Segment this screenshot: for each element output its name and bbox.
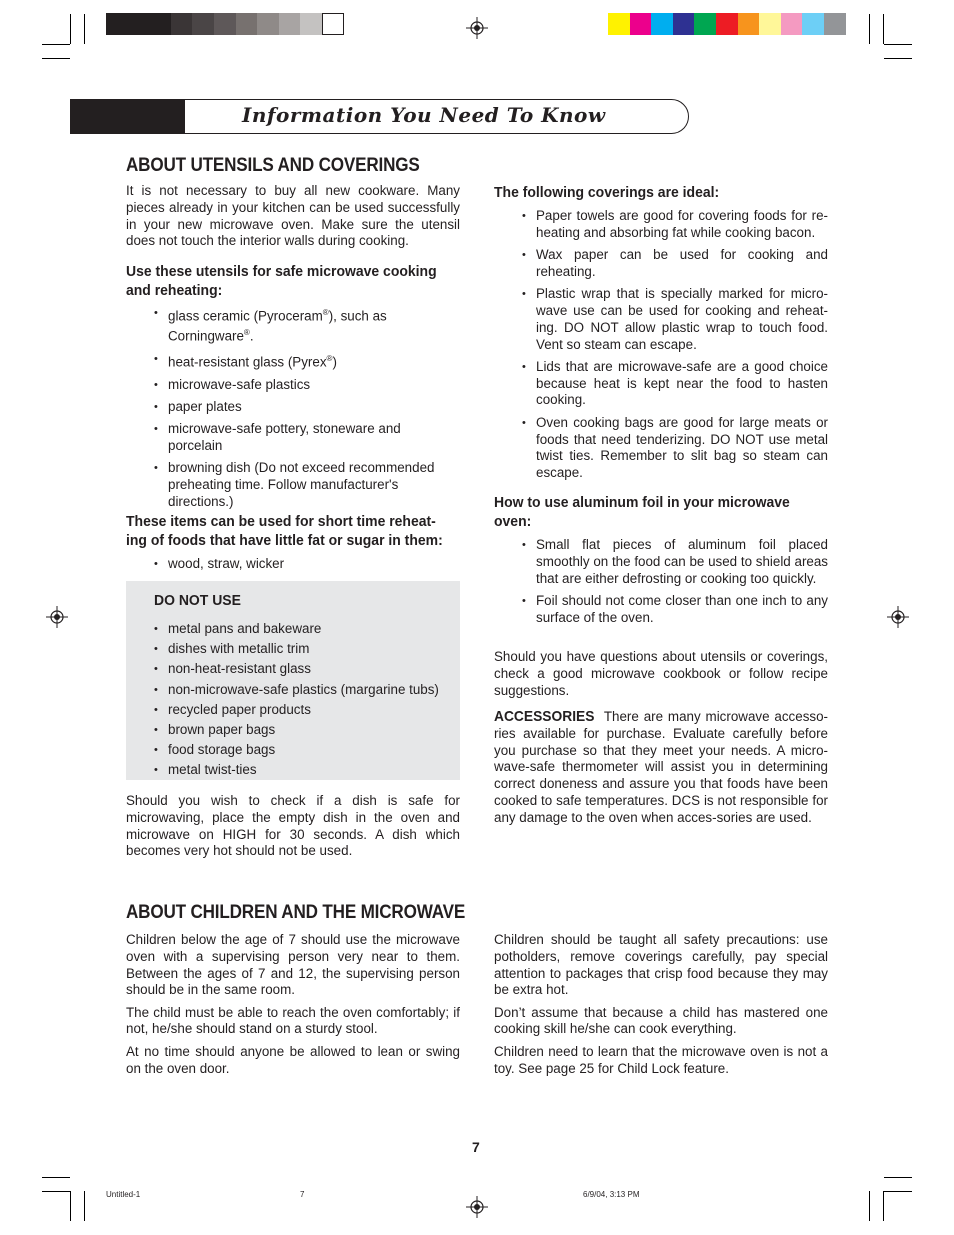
safe-utensils-list bbox=[154, 305, 454, 511]
color-swatch bbox=[802, 13, 824, 35]
children-paragraph: At no time should anyone be allowed to lean or swing on the oven door. bbox=[126, 1043, 460, 1076]
color-swatch bbox=[651, 13, 673, 35]
children-right-column bbox=[494, 932, 828, 1077]
short-reheat-heading: These items can be used for short time reheat- ing of foods that have little fat or sugar in them: bbox=[126, 513, 443, 549]
foil-list bbox=[522, 537, 828, 626]
page-number: 7 bbox=[472, 1139, 480, 1155]
color-swatch bbox=[630, 13, 652, 35]
color-swatch bbox=[673, 13, 695, 35]
registration-mark-icon bbox=[466, 17, 488, 39]
children-paragraph: Don’t assume that because a child has mastered one cooking skill he/she can cook everything. bbox=[494, 1004, 828, 1037]
list-item: • wood, straw, wicker bbox=[154, 556, 454, 573]
color-swatch bbox=[106, 13, 128, 35]
header-banner-block bbox=[70, 99, 186, 134]
list-item: • dishes with metallic trim bbox=[154, 639, 458, 659]
list-item: • recycled paper products bbox=[154, 700, 458, 720]
color-swatch bbox=[192, 13, 214, 35]
color-swatch bbox=[149, 13, 171, 35]
children-paragraph: The child must be able to reach the oven comfortably; if not, he/she should stand on a sturdy stool. bbox=[126, 1004, 460, 1037]
color-swatch bbox=[781, 13, 803, 35]
section-heading-utensils: ABOUT UTENSILS AND COVERINGS bbox=[126, 155, 420, 176]
list-item: • heat-resistant glass (Pyrex®) bbox=[154, 351, 454, 371]
short-reheat-list bbox=[154, 556, 454, 573]
color-swatch bbox=[279, 13, 301, 35]
list-item: • browning dish (Do not exceed recommended preheating time. Follow manufacturer's directions.) bbox=[154, 460, 454, 510]
accessories-paragraph: ACCESSORIES There are many microwave accesso-ries available for purchase. Evaluate carefully before you purchase so that they meet your needs. A micro-wave-safe thermometer will assist you in determining correct doneness and assure you that foods have been cooked to safe temperatures. DCS is not responsible for any damage to the oven when acces-sories are used. bbox=[494, 708, 828, 825]
list-item: • non-microwave-safe plastics (margarine tubs) bbox=[154, 680, 458, 700]
color-swatch bbox=[694, 13, 716, 35]
do-not-use-heading: DO NOT USE bbox=[154, 592, 241, 609]
color-swatch bbox=[824, 13, 846, 35]
slug-page: 7 bbox=[300, 1190, 305, 1199]
page-title: Information You Need To Know bbox=[242, 103, 606, 127]
list-item: • Foil should not come closer than one inch to any surface of the oven. bbox=[522, 593, 828, 627]
color-swatch bbox=[322, 13, 344, 35]
color-swatch bbox=[738, 13, 760, 35]
list-item: • metal pans and bakeware bbox=[154, 619, 458, 639]
safe-utensils-heading: Use these utensils for safe microwave cooking and reheating: bbox=[126, 263, 437, 299]
registration-mark-icon bbox=[46, 606, 68, 628]
list-item: • metal twist-ties bbox=[154, 760, 458, 780]
list-item: • food storage bags bbox=[154, 740, 458, 760]
utensils-intro: It is not necessary to buy all new cookware. Many pieces already in your kitchen can be used successfully in your new microwave oven. Make sure the utensil does not touch the interior walls during cooking. bbox=[126, 183, 460, 249]
list-item: • Oven cooking bags are good for large meats or foods that need tenderizing. DO NOT use metal twist ties. Remember to slit bag so steam can escape. bbox=[522, 415, 828, 482]
questions-paragraph: Should you have questions about utensils or coverings, check a good microwave cookbook or follow recipe suggestions. bbox=[494, 649, 828, 698]
children-left-column bbox=[126, 932, 460, 1077]
slug-filename: Untitled-1 bbox=[106, 1190, 141, 1199]
list-item: • microwave-safe plastics bbox=[154, 377, 454, 394]
registration-mark-icon bbox=[887, 606, 909, 628]
coverings-heading: The following coverings are ideal: bbox=[494, 184, 720, 201]
list-item: • glass ceramic (Pyroceram®), such as Corningware®. bbox=[154, 305, 454, 346]
list-item: • non-heat-resistant glass bbox=[154, 659, 458, 679]
color-swatch bbox=[214, 13, 236, 35]
color-swatch bbox=[257, 13, 279, 35]
do-not-use-list bbox=[154, 619, 458, 781]
color-swatch bbox=[236, 13, 258, 35]
children-paragraph: Children should be taught all safety precautions: use potholders, remove coverings carefully, pay special attention to packages that crisp food because they may be extra hot. bbox=[494, 932, 828, 998]
list-item: • Plastic wrap that is specially marked for micro-wave use can be used for cooking and reheat-ing. DO NOT allow plastic wrap to touch food. Vent so steam can escape. bbox=[522, 286, 828, 353]
list-item: • Lids that are microwave-safe are a good choice because heat is kept near the food to hasten cooking. bbox=[522, 359, 828, 409]
section-heading-children: ABOUT CHILDREN AND THE MICROWAVE bbox=[126, 902, 466, 923]
list-item: • Paper towels are good for covering foods for re-heating and absorbing fat while cooking bacon. bbox=[522, 208, 828, 242]
slug-date: 6/9/04, 3:13 PM bbox=[583, 1190, 640, 1199]
list-item: • brown paper bags bbox=[154, 720, 458, 740]
list-item: • microwave-safe pottery, stoneware and porcelain bbox=[154, 421, 454, 455]
color-swatch bbox=[300, 13, 322, 35]
foil-heading: How to use aluminum foil in your microwave oven: bbox=[494, 494, 790, 530]
check-dish-paragraph: Should you wish to check if a dish is safe for microwaving, place the empty dish in the oven and microwave on HIGH for 30 seconds. A dish which becomes very hot should not be used. bbox=[126, 793, 460, 859]
color-swatch bbox=[171, 13, 193, 35]
children-paragraph: Children below the age of 7 should use the microwave oven with a supervising person very near to them. Between the ages of 7 and 12, the supervising person should be in the same room. bbox=[126, 932, 460, 998]
list-item: • Small flat pieces of aluminum foil placed smoothly on the food can be used to shield areas that are either defrosting or cooking too quickly. bbox=[522, 537, 828, 587]
color-swatch bbox=[608, 13, 630, 35]
color-swatch bbox=[128, 13, 150, 35]
registration-mark-icon bbox=[466, 1196, 488, 1218]
accessories-label: ACCESSORIES bbox=[494, 708, 595, 725]
list-item: • Wax paper can be used for cooking and reheating. bbox=[522, 247, 828, 281]
coverings-list bbox=[522, 208, 828, 482]
list-item: • paper plates bbox=[154, 399, 454, 416]
color-swatch bbox=[759, 13, 781, 35]
children-paragraph: Children need to learn that the microwave oven is not a toy. See page 25 for Child Lock feature. bbox=[494, 1043, 828, 1076]
color-swatch bbox=[716, 13, 738, 35]
